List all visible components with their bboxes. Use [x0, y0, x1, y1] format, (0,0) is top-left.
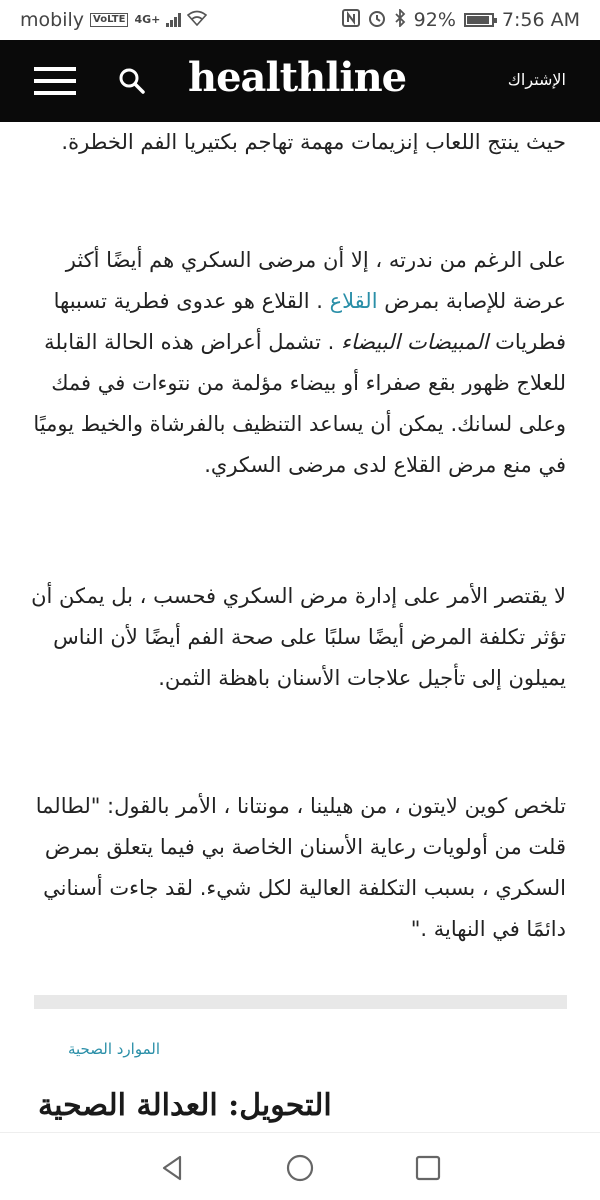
status-right — [342, 9, 580, 32]
candida-italic: المبيضات البيضاء — [340, 330, 489, 354]
search-icon[interactable] — [117, 66, 147, 96]
paragraph-thrush-text-b: . القلاع هو عدوى فطرية تسببها فطريات — [53, 289, 566, 354]
article-content — [0, 122, 600, 1132]
paragraph-quote: تلخص كوين لايتون ، من هيلينا ، مونتانا ، الأمر بالقول: "لطالما قلت من أولويات رعاية الأسنان الخاصة بي فيما يتعلق بمرض السكري ، بسبب التكلفة العالية لكل شيء. لقد جاءت أسناني دائمًا في النهاية ." — [35, 794, 566, 941]
paragraph-cost: لا يقتصر الأمر على إدارة مرض السكري فحسب ، بل يمكن أن تؤثر تكلفة المرض أيضًا سلبًا على صحة الفم أيضًا لأن الناس يميلون إلى تأجيل علاجات الأسنان باهظة الثمن. — [31, 584, 566, 690]
status-bar — [0, 0, 600, 40]
battery-icon — [464, 13, 494, 27]
nfc-icon — [342, 9, 360, 32]
paragraph-thrush-text-c: . تشمل أعراض هذه الحالة القابلة للعلاج ظهور بقع صفراء أو بيضاء مؤلمة من نتوءات في فمك وعلى لسانك. يمكن أن يساعد التنظيف بالفرشاة والخيط يوميًا في منع مرض القلاع لدى مرضى السكري. — [33, 330, 566, 477]
alarm-icon — [368, 9, 386, 32]
healthline-logo[interactable]: healthline — [188, 54, 407, 101]
carrier-name: mobily — [20, 9, 84, 31]
battery-percent: 92% — [413, 9, 456, 31]
volte-badge: VoLTE — [90, 13, 128, 27]
back-icon[interactable] — [158, 1153, 188, 1183]
site-header — [0, 40, 600, 122]
subscribe-link[interactable]: الإشتراك — [507, 70, 566, 89]
clock: 7:56 AM — [501, 9, 580, 31]
status-left — [20, 9, 207, 31]
section-divider — [34, 995, 567, 1009]
home-icon[interactable] — [285, 1153, 315, 1183]
paragraph-saliva: حيث ينتج اللعاب إنزيمات مهمة تهاجم بكتيريا الفم الخطرة. — [61, 130, 566, 154]
recents-icon[interactable] — [413, 1153, 443, 1183]
resources-heading[interactable]: التحويل: العدالة الصحية — [38, 1088, 332, 1123]
system-nav-bar — [0, 1132, 600, 1200]
network-type: 4G+ — [134, 13, 161, 26]
thrush-link[interactable]: القلاع — [329, 289, 378, 313]
paragraph-thrush — [26, 240, 566, 486]
resources-label[interactable]: الموارد الصحية — [67, 1040, 160, 1058]
signal-icon — [166, 13, 181, 27]
battery-fill — [467, 16, 489, 24]
paragraph-thrush-text-a: على الرغم من ندرته ، إلا أن مرضى السكري هم أيضًا أكثر عرضة للإصابة بمرض — [65, 248, 566, 313]
bluetooth-icon — [394, 9, 406, 32]
menu-icon[interactable] — [34, 67, 76, 97]
wifi-icon — [187, 10, 207, 31]
